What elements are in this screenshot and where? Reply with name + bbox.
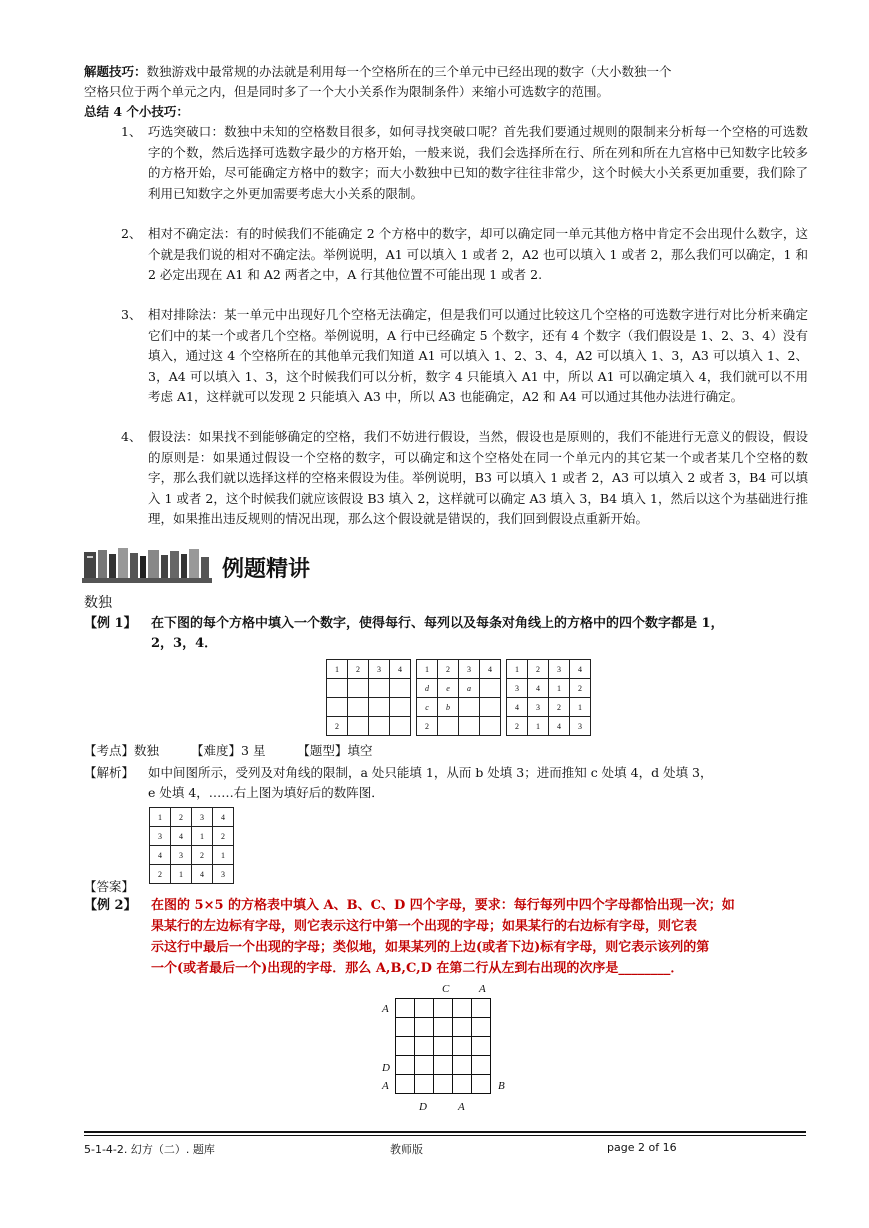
- left-label-row5: A: [382, 1080, 389, 1092]
- right-label-row5: B: [498, 1080, 505, 1092]
- footer-center: 教师版: [390, 1143, 423, 1156]
- grid-cell: e: [438, 679, 459, 698]
- example-2-question-2: 果某行的左边标有字母，则它表示这行中第一个出现的字母；如果某行的右边标有字母，则它表: [151, 919, 698, 934]
- grid-cell: [434, 1075, 453, 1094]
- grid-cell: 3: [213, 865, 234, 884]
- tip-number-3: 3、: [121, 307, 142, 322]
- grid-cell: [415, 1056, 434, 1075]
- footer-page: page 2 of 16: [607, 1141, 677, 1154]
- books-icon: [82, 548, 212, 586]
- grid-cell: [390, 717, 411, 736]
- footer-rule-thin: [84, 1135, 806, 1136]
- grid-cell: [390, 679, 411, 698]
- grid-cell: 3: [570, 717, 591, 736]
- bottom-label-col4: A: [458, 1101, 465, 1113]
- grid-cell: [348, 698, 369, 717]
- example-1-tag: 【例 1】: [84, 616, 137, 631]
- grid-cell: b: [438, 698, 459, 717]
- example-2-question-1: 在图的 5×5 的方格表中填入 A、B、C、D 四个字母，要求：每行每列中四个字母都恰出现一次；如: [151, 898, 735, 913]
- grid-cell: 1: [570, 698, 591, 717]
- difficulty-tag: 【难度】: [191, 743, 242, 758]
- grid-cell: [348, 679, 369, 698]
- grid-cell: 3: [459, 660, 480, 679]
- tip-number-4: 4、: [121, 429, 142, 444]
- grid-cell: [472, 1037, 491, 1056]
- grid-cell: [434, 1018, 453, 1037]
- example-1-meta: [84, 741, 372, 760]
- section-title: 例题精讲: [222, 557, 311, 582]
- grid-cell: [396, 1056, 415, 1075]
- grid-cell: a: [459, 679, 480, 698]
- example-2-question-4: 一个(或者最后一个)出现的字母．那么 A,B,C,D 在第二行从左到右出现的次序是________．: [151, 961, 684, 976]
- grid-cell: 1: [549, 679, 570, 698]
- intro-text-2: 空格只位于两个单元之内，但是同时多了一个大小关系作为限制条件）来缩小可选数字的范围。: [84, 84, 610, 99]
- summary-title: 总结 4 个小技巧：: [84, 104, 189, 119]
- grid-cell: [327, 679, 348, 698]
- grid-cell: c: [417, 698, 438, 717]
- grid-cell: 2: [438, 660, 459, 679]
- point-value: 数独: [134, 743, 160, 758]
- type-value: 填空: [347, 743, 373, 758]
- grid-cell: 3: [192, 808, 213, 827]
- grid-cell: [453, 1037, 472, 1056]
- grid-cell: 2: [171, 808, 192, 827]
- grid-cell: [369, 698, 390, 717]
- top-label-col3: C: [442, 983, 450, 995]
- grid-cell: [396, 1018, 415, 1037]
- grid-cell: [453, 1075, 472, 1094]
- intro-text-1: 数独游戏中最常规的办法就是利用每一个空格所在的三个单元中已经出现的数字（大小数独一个: [146, 64, 672, 79]
- type-tag: 【题型】: [297, 743, 348, 758]
- example-1-question-1: 在下图的每个方格中填入一个数字，使得每行、每列以及每条对角线上的方格中的四个数字都是 1，: [151, 616, 724, 631]
- grid-cell: [434, 1037, 453, 1056]
- example-1-question-2: 2，3，4．: [151, 636, 218, 651]
- grid-cell: 2: [570, 679, 591, 698]
- analysis-tag: 【解析】: [84, 765, 135, 780]
- grid-cell: 4: [528, 679, 549, 698]
- grid-cell: 4: [171, 827, 192, 846]
- intro-line-1: [84, 62, 672, 81]
- grid-cell: 4: [570, 660, 591, 679]
- grid-cell: 1: [507, 660, 528, 679]
- top-label-col5: A: [479, 983, 486, 995]
- example-2-tag: 【例 2】: [84, 898, 137, 913]
- analysis-line-1: 如中间图所示，受列及对角线的限制，a 处只能填 1，从而 b 处填 3；进而推知 c 处填 4，d 处填 3，: [148, 765, 713, 780]
- grid-cell: [396, 999, 415, 1018]
- grid-cell: [472, 1075, 491, 1094]
- tip-text-1: 巧选突破口：数独中未知的空格数目很多，如何寻找突破口呢？首先我们要通过规则的限制来分析每一个空格的可选数字的个数，然后选择可选数字最少的方格开始，一般来说，我们会选择所在行、所在列和所在九宫格中已知数字比较多的方格开始，尽可能确定方格中的数字；而大小数独中已知的数字往往非常少，这个时候大小关系更加重要，我们除了利用已知数字之外更加需要考虑大小关系的限制。: [148, 124, 808, 201]
- grid-cell: 4: [549, 717, 570, 736]
- grid-cell: 2: [150, 865, 171, 884]
- analysis-line-2: e 处填 4，……右上图为填好后的数阵图．: [148, 785, 384, 800]
- sudoku-grid-annotated: [416, 659, 501, 736]
- grid-cell: [348, 717, 369, 736]
- difficulty-value: 3 星: [241, 743, 266, 758]
- intro-title: 解题技巧：: [84, 64, 147, 79]
- section-subtitle: 数独: [84, 595, 112, 611]
- grid-cell: [415, 999, 434, 1018]
- grid-cell: [453, 1056, 472, 1075]
- grid-cell: 1: [171, 865, 192, 884]
- grid-cell: 3: [507, 679, 528, 698]
- grid-cell: [480, 698, 501, 717]
- grid-cell: 1: [417, 660, 438, 679]
- grid-cell: [327, 698, 348, 717]
- footer-left: 5-1-4-2. 幻方（二）. 题库: [84, 1143, 215, 1156]
- grid-cell: 1: [213, 846, 234, 865]
- grid-cell: [480, 717, 501, 736]
- grid-cell: [415, 1075, 434, 1094]
- grid-cell: 2: [213, 827, 234, 846]
- grid-cell: [459, 717, 480, 736]
- grid-cell: [434, 1056, 453, 1075]
- grid-cell: 1: [150, 808, 171, 827]
- grid-cell: 4: [507, 698, 528, 717]
- point-tag: 【考点】: [84, 743, 135, 758]
- left-label-row1: A: [382, 1003, 389, 1015]
- grid-cell: [396, 1037, 415, 1056]
- tip-text-2: 相对不确定法：有的时候我们不能确定 2 个方格中的数字，却可以确定同一单元其他方格中肯定不会出现什么数字，这个就是我们说的相对不确定法。举例说明，A1 可以填入 1 或者 2，A2 也可以填入 1 或者 2，那么我们可以确定，1 和 2 必定出现在 A1 和 A2 两者之中，A 行其他位置不可能出现 1 或者 2.: [148, 226, 808, 282]
- tip-number-1: 1、: [121, 124, 142, 139]
- sudoku-grid-solved: [506, 659, 591, 736]
- tip-text-3: 相对排除法：某一单元中出现好几个空格无法确定，但是我们可以通过比较这几个空格的可选数字进行对比分析来确定它们中的某一个或者几个空格。举例说明，A 行中已经确定 5 个数字，还有 4 个数字（我们假设是 1、2、3、4）没有填入，通过这 4 个空格所在的其他单元我们知道 A1 可以填入 1、2、3、4，A2 可以填入 1、3，A3 可以填入 1、2、3，A4 可以填入 1、3，这个时候我们可以分析，数字 4 只能填入 A1 中，所以 A1 可以确定填入 4，我们就可以不用考虑 A1，这样就可以发现 2 只能填入 A3 中，所以 A3 也能确定，A2 和 A4 可以通过其他办法进行确定。: [148, 307, 808, 404]
- grid-cell: [480, 679, 501, 698]
- grid-cell: [438, 717, 459, 736]
- grid-cell: [390, 698, 411, 717]
- footer-rule-thick: [84, 1131, 806, 1133]
- grid-cell: [453, 999, 472, 1018]
- grid-cell: 3: [150, 827, 171, 846]
- grid-cell: 3: [528, 698, 549, 717]
- grid-cell: 4: [390, 660, 411, 679]
- grid-cell: 2: [327, 717, 348, 736]
- grid-cell: 4: [213, 808, 234, 827]
- bottom-label-col2: D: [419, 1101, 427, 1113]
- example-2-question-3: 示这行中最后一个出现的字母；类似地，如果某列的上边(或者下边)标有字母，则它表示该列的第: [151, 940, 710, 955]
- grid-cell: d: [417, 679, 438, 698]
- sudoku-grid-given: [326, 659, 411, 736]
- grid-cell: [472, 999, 491, 1018]
- answer-tag: 【答案】: [84, 879, 135, 894]
- grid-cell: 2: [348, 660, 369, 679]
- tip-text-4: 假设法：如果找不到能够确定的空格，我们不妨进行假设，当然，假设也是原则的，我们不能进行无意义的假设，假设的原则是：如果通过假设一个空格的数字，可以确定和这个空格处在同一个单元内的其它某一个或者某几个空格的数字，那么我们就以选择这样的空格来假设为佳。举例说明，B3 可以填入 1 或者 2，A3 可以填入 2 或者 3，B4 可以填入 1 或者 2，这个时候我们就应该假设 B3 填入 2，这样就可以确定 A3 填入 3，B4 填入 1，然后以这个为基础进行推理，如果推出违反规则的情况出现，那么这个假设就是错误的，我们回到假设点重新开始。: [148, 429, 808, 526]
- grid-cell: [434, 999, 453, 1018]
- grid-cell: 2: [528, 660, 549, 679]
- grid-cell: [415, 1037, 434, 1056]
- grid-cell: 3: [171, 846, 192, 865]
- grid-cell: 1: [327, 660, 348, 679]
- grid-cell: 4: [192, 865, 213, 884]
- grid-cell: [453, 1018, 472, 1037]
- grid-cell: [472, 1018, 491, 1037]
- answer-grid: [149, 807, 234, 884]
- letter-grid-5x5: [395, 998, 491, 1094]
- grid-cell: [369, 679, 390, 698]
- grid-cell: 4: [480, 660, 501, 679]
- grid-cell: 2: [507, 717, 528, 736]
- grid-cell: 2: [549, 698, 570, 717]
- grid-cell: [459, 698, 480, 717]
- tip-number-2: 2、: [121, 226, 142, 241]
- grid-cell: 2: [417, 717, 438, 736]
- grid-cell: [369, 717, 390, 736]
- grid-cell: 1: [528, 717, 549, 736]
- grid-cell: 2: [192, 846, 213, 865]
- grid-cell: [472, 1056, 491, 1075]
- grid-cell: [396, 1075, 415, 1094]
- grid-cell: 1: [192, 827, 213, 846]
- grid-cell: 4: [150, 846, 171, 865]
- grid-cell: 3: [369, 660, 390, 679]
- grid-cell: 3: [549, 660, 570, 679]
- left-label-row4: D: [382, 1062, 390, 1074]
- grid-cell: [415, 1018, 434, 1037]
